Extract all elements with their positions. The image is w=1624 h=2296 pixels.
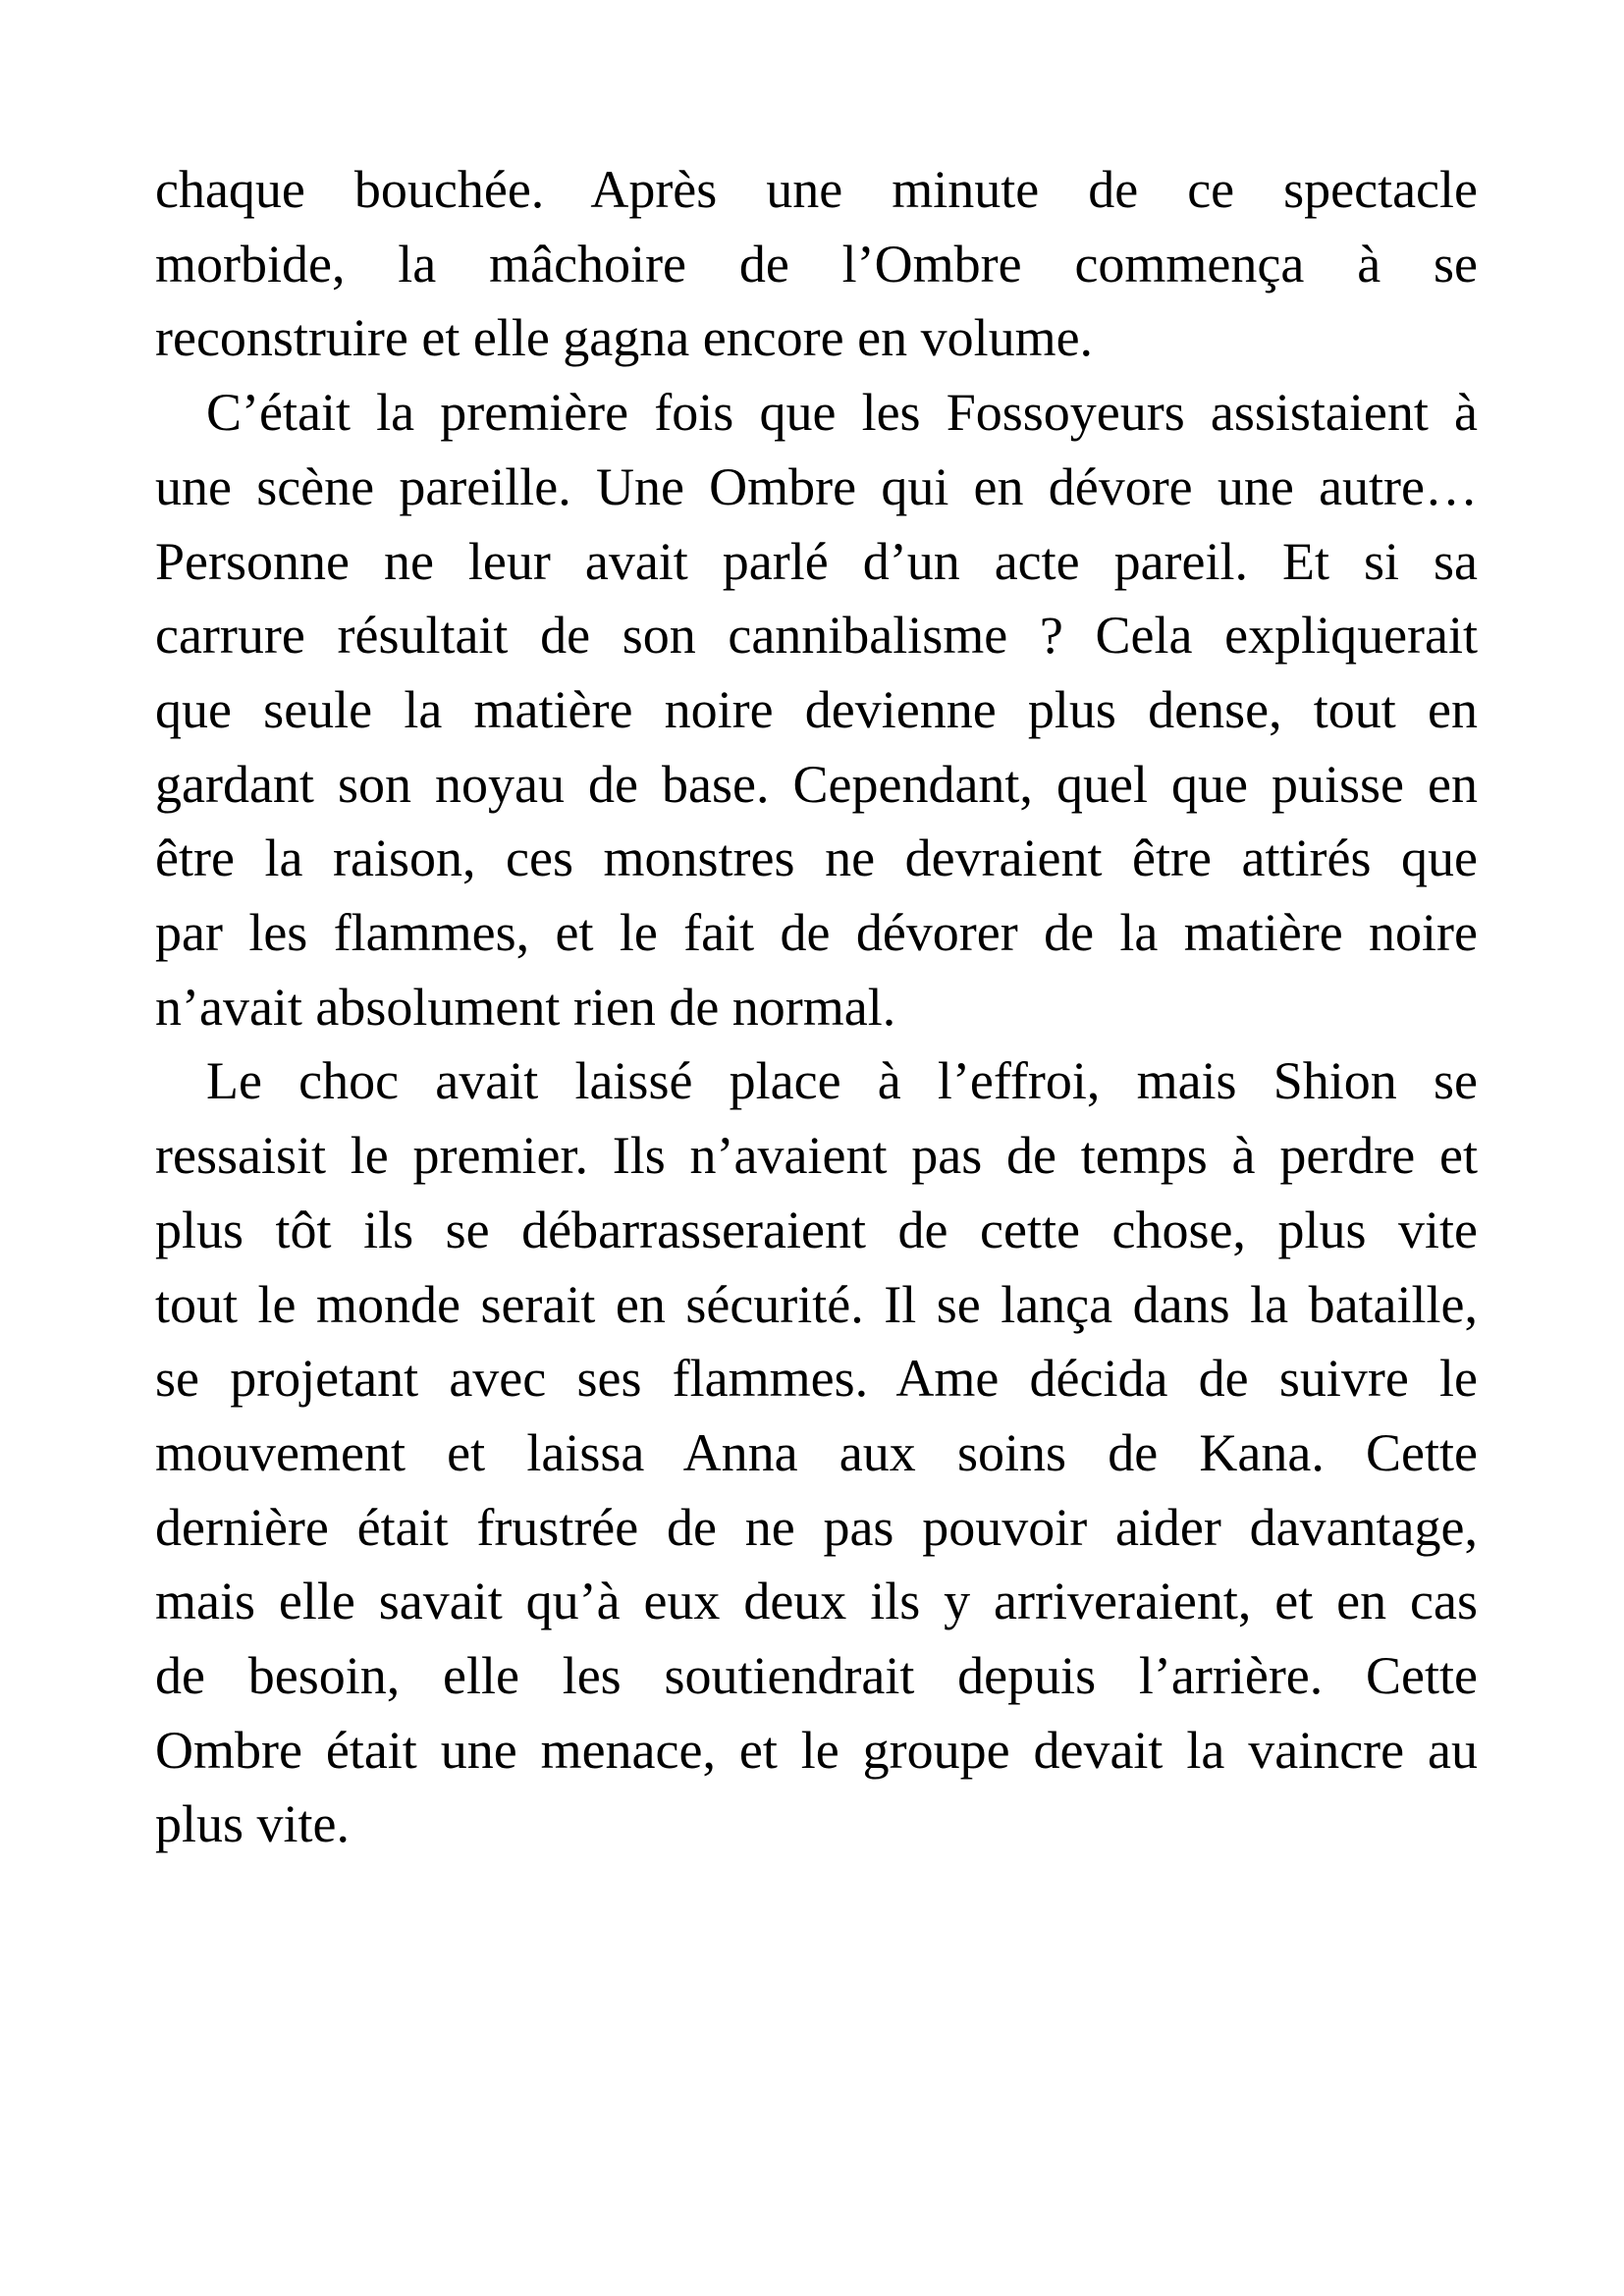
text-line: n’avait absolument rien de normal. [155, 977, 896, 1037]
text-line: que seule la matière noire devienne plus dense, tout en [155, 679, 1478, 739]
text-line: plus tôt ils se débarrasseraient de cette chose, plus vite [155, 1200, 1478, 1259]
text-line: Personne ne leur avait parlé d’un acte pareil. Et si sa [155, 531, 1478, 591]
text-line: C’était la première fois que les Fossoyeurs assistaient à [206, 383, 1478, 443]
text-line: morbide, la mâchoire de l’Ombre commença à se [155, 234, 1478, 294]
text-line: par les flammes, et le fait de dévorer de la matière noire [155, 903, 1478, 963]
text-line: de besoin, elle les soutiendrait depuis l’arrière. Cette [155, 1646, 1478, 1706]
text-line: reconstruire et elle gagna encore en volume. [155, 308, 1094, 368]
text-line: se projetant avec ses flammes. Ame décida de suivre le [155, 1349, 1478, 1409]
text-line: mouvement et laissa Anna aux soins de Kana. Cette [155, 1422, 1478, 1482]
text-line: dernière était frustrée de ne pas pouvoir aider davantage, [155, 1497, 1478, 1557]
text-line: gardant son noyau de base. Cependant, quel que puisse en [155, 754, 1478, 814]
text-line: plus vite. [155, 1794, 350, 1854]
text-line: Ombre était une menace, et le groupe devait la vaincre au [155, 1720, 1478, 1780]
text-line: ressaisit le premier. Ils n’avaient pas de temps à perdre et [155, 1126, 1478, 1186]
text-line: carrure résultait de son cannibalisme ? Cela expliquerait [155, 606, 1478, 666]
text-line: une scène pareille. Une Ombre qui en dévore une autre… [155, 456, 1478, 516]
text-line: Le choc avait laissé place à l’effroi, mais Shion se [206, 1051, 1478, 1111]
page-text-block [155, 153, 1478, 1862]
text-line: tout le monde serait en sécurité. Il se lança dans la bataille, [155, 1274, 1478, 1334]
text-line: être la raison, ces monstres ne devraient être attirés que [155, 828, 1478, 888]
text-line: chaque bouchée. Après une minute de ce spectacle [155, 160, 1478, 219]
text-line: mais elle savait qu’à eux deux ils y arriveraient, et en cas [155, 1572, 1478, 1631]
